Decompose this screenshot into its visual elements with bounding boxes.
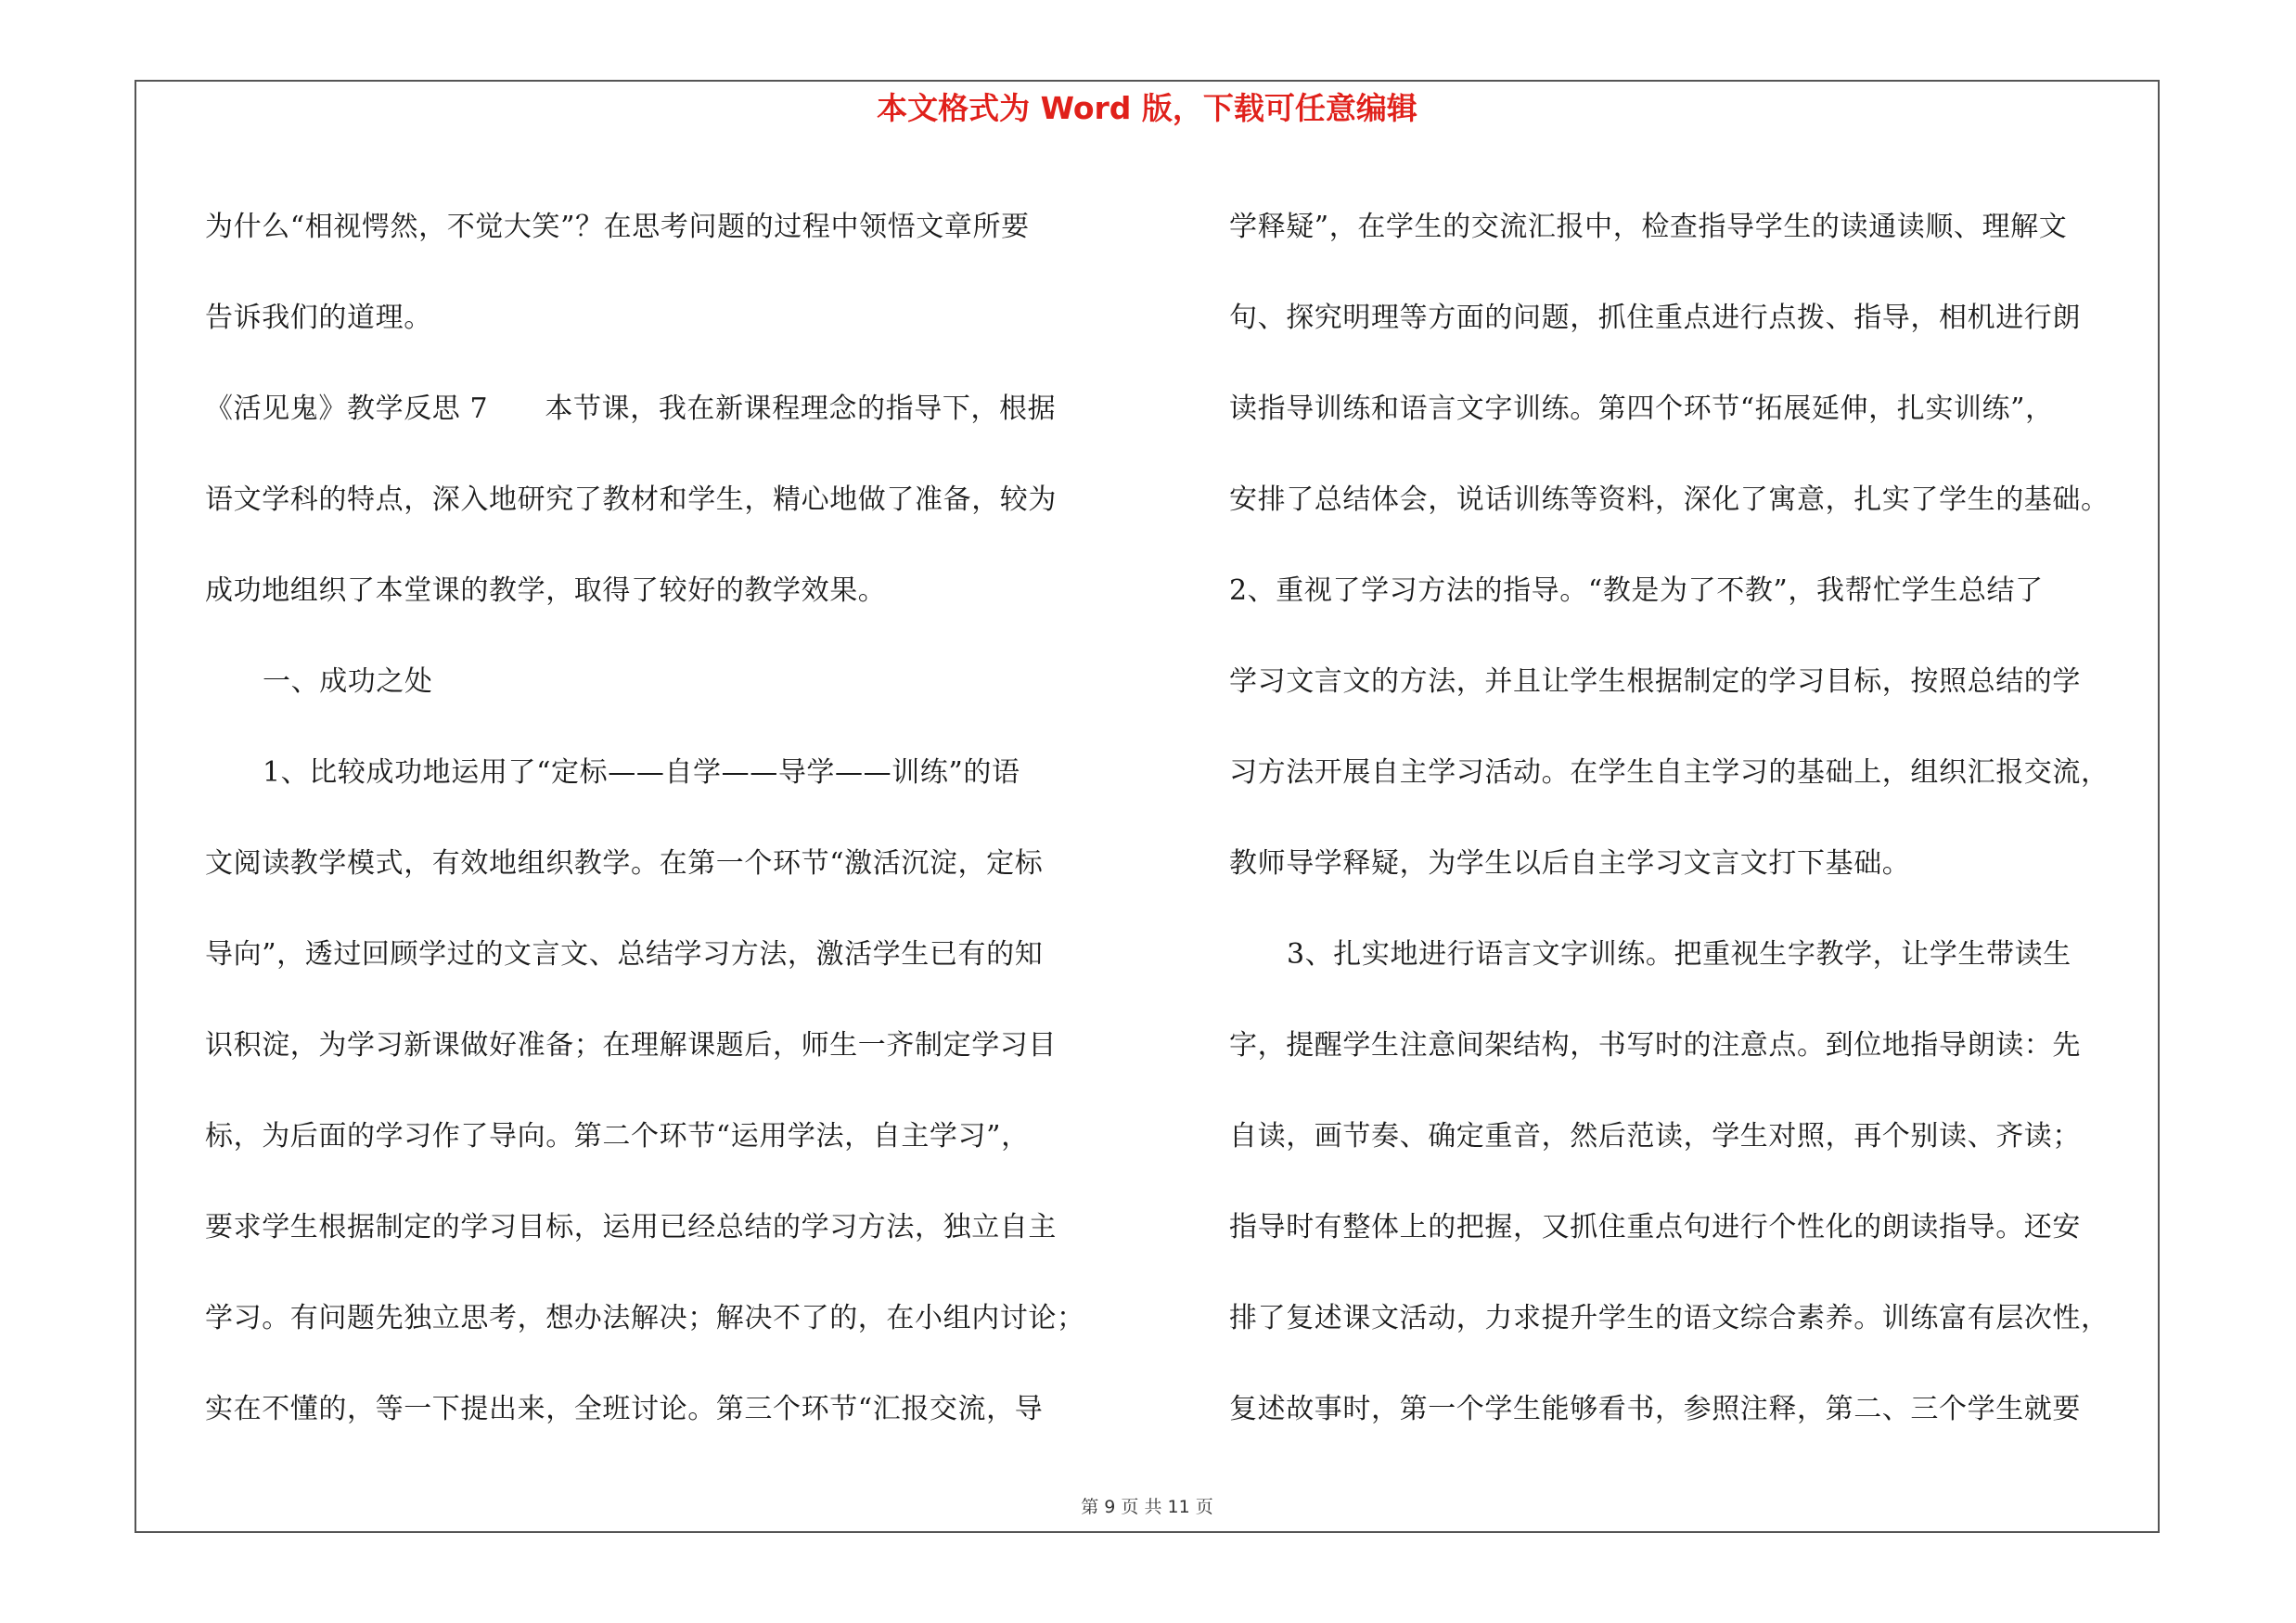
right-text-column — [1229, 182, 2157, 1455]
text-line: 复述故事时，第一个学生能够看书，参照注释，第二、三个学生就要 — [1229, 1393, 2081, 1425]
text-line: 文阅读教学模式，有效地组织教学。在第一个环节“激活沉淀，定标 — [205, 847, 1044, 880]
text-line: 3、扎实地进行语言文字训练。把重视生字教学，让学生带读生 — [1287, 938, 2072, 971]
text-line: 学习。有问题先独立思考，想办法解决；解决不了的，在小组内讨论； — [205, 1302, 1085, 1334]
text-line: 排了复述课文活动，力求提升学生的语文综合素养。训练富有层次性， — [1229, 1302, 2110, 1334]
text-line: 学释疑”，在学生的交流汇报中，检查指导学生的读通读顺、理解文 — [1229, 211, 2068, 243]
text-line: 指导时有整体上的把握，又抓住重点句进行个性化的朗读指导。还安 — [1229, 1211, 2081, 1243]
text-line: 学习文言文的方法，并且让学生根据制定的学习目标，按照总结的学 — [1229, 665, 2081, 698]
footer-prefix: 第 — [1081, 1497, 1099, 1517]
text-line: 要求学生根据制定的学习目标，运用已经总结的学习方法，独立自主 — [205, 1211, 1057, 1243]
text-line: 识积淀，为学习新课做好准备；在理解课题后，师生一齐制定学习目 — [205, 1029, 1057, 1062]
format-notice-banner — [135, 85, 2160, 132]
left-text-column — [205, 182, 1133, 1455]
text-line: 实在不懂的，等一下提出来，全班讨论。第三个环节“汇报交流，导 — [205, 1393, 1044, 1425]
total-pages: 11 — [1167, 1497, 1190, 1517]
text-line: 句、探究明理等方面的问题，抓住重点进行点拨、指导，相机进行朗 — [1229, 302, 2081, 334]
format-notice-text: 本文格式为 Word 版，下载可任意编辑 — [877, 90, 1417, 126]
footer-middle: 页 共 — [1121, 1497, 1162, 1517]
text-line: 1、比较成功地运用了“定标——自学——导学——训练”的语 — [263, 756, 1020, 789]
page-number: 9 — [1104, 1497, 1116, 1517]
text-line: 教师导学释疑，为学生以后自主学习文言文打下基础。 — [1229, 847, 1911, 880]
text-line: 成功地组织了本堂课的教学，取得了较好的教学效果。 — [205, 574, 887, 607]
text-line: 习方法开展自主学习活动。在学生自主学习的基础上，组织汇报交流， — [1229, 756, 2110, 789]
text-line: 告诉我们的道理。 — [205, 302, 432, 334]
page-footer — [135, 1496, 2160, 1518]
text-line: 为什么“相视愕然，不觉大笑”？在思考问题的过程中领悟文章所要 — [205, 211, 1030, 243]
text-line: 读指导训练和语言文字训练。第四个环节“拓展延伸，扎实训练”， — [1229, 393, 2054, 425]
text-line: 2、重视了学习方法的指导。“教是为了不教”，我帮忙学生总结了 — [1229, 574, 2044, 607]
text-line: 自读，画节奏、确定重音，然后范读，学生对照，再个别读、齐读； — [1229, 1120, 2081, 1153]
text-line: 《活见鬼》教学反思 7 本节课，我在新课程理念的指导下，根据 — [205, 393, 1057, 425]
text-line: 标，为后面的学习作了导向。第二个环节“运用学法，自主学习”， — [205, 1120, 1030, 1153]
section-heading: 一、成功之处 — [263, 665, 433, 698]
footer-suffix: 页 — [1195, 1497, 1213, 1517]
text-line: 导向”，透过回顾学过的文言文、总结学习方法，激活学生已有的知 — [205, 938, 1044, 971]
text-line: 安排了总结体会，说话训练等资料，深化了寓意，扎实了学生的基础。 — [1229, 483, 2110, 516]
text-line: 语文学科的特点，深入地研究了教材和学生，精心地做了准备，较为 — [205, 483, 1057, 516]
text-line: 字，提醒学生注意间架结构，书写时的注意点。到位地指导朗读：先 — [1229, 1029, 2081, 1062]
